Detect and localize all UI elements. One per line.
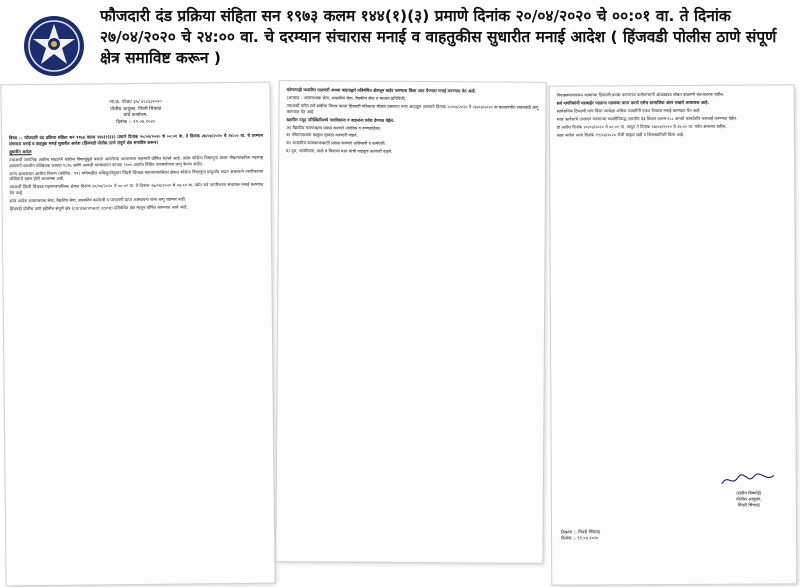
paragraph: हा आदेश दिनांक २०/०४/२०२० चे ००:०१ वा. पासून ते दिनांक २७/०४/२०२० चे २४:०० वा. पर्यंत अंमलात राहील.	[556, 123, 727, 130]
signatory-name: (संदीप बिष्णोई)	[736, 491, 762, 497]
order-title: सुधारीत आदेश	[9, 148, 32, 155]
signatory-title: पोलीस आयुक्त,	[736, 497, 762, 503]
place-line: ठिकाण :- पिंपरी चिंचवड	[561, 530, 601, 536]
paragraph: राज्य शासनाच्या आरोग्य विभाग (कोविड - १९) यांचेकडील अधिसूचनेनुसार पिंपरी चिंचवड महानगरपालिका क्षेत्रात कोरोना विषाणूचा प्रादुर्भाव वाढत असल्याने नागरिकांच्या जीविताचे रक्षण होणे आवश्यक आहे.	[9, 168, 264, 182]
paragraph: सदर आदेशाचे उल्लंघन करणाऱ्या व्यक्तीविरुद्ध भारतीय दंड विधान कलम १८८ अन्वये कायदेशीर कारवाई करण्यात येईल.	[556, 115, 738, 122]
paragraph: सर्व नागरिकांनी घराबाहेर पडताना मास्कचा वापर करणे तसेच सामाजिक अंतर राखणे आवश्यक आहे.	[556, 99, 710, 106]
signature-block	[714, 470, 784, 509]
paragraph: कोणत्याही व्यक्तीस पादचारी अथवा वाहनाद्वारे प्रतिबंधित क्षेत्रातून बाहेर जाण्यास किंवा आत येण्यास मनाई करण्यात येत आहे.	[286, 87, 477, 94]
paragraph: सार्वजनिक ठिकाणी पाच किंवा त्यापेक्षा अधिक व्यक्तींनी एकत्र येण्यास मनाई करण्यात येत आहे.	[556, 107, 701, 114]
page-title: फौजदारी दंड प्रक्रिया संहिता सन १९७३ कलम १४४(१)(३) प्रमाणे दिनांक २०/०४/२०२० चे ००:०१ वा. ते दिनांक २७/०४/२०२० चे २४:०० वा. चे दरम्यान संचारास मनाई व वाहतुकीस सुधारीत मनाई आदेश ( हिंजवडी पोलीस ठाणे संपूर्ण क्षेत्र समाविष्ट करून )	[100, 7, 777, 67]
reference-number: जा.क्र. पोआ/ ३५/ ४८८६/२०२०	[109, 99, 162, 106]
document-header	[9, 99, 263, 128]
place-date-block	[561, 530, 600, 542]
order-page-3	[550, 85, 797, 584]
paragraph: अ) वैद्यकीय कारणास्तव प्रवास करणारे नागरिक व रुग्णवाहिका.	[286, 124, 382, 131]
signatory-city: पिंपरी चिंचवड	[737, 503, 760, 509]
order-page-1	[1, 83, 274, 586]
document-date: दिनांक :- १९.०४.२०२०	[116, 119, 156, 125]
paragraph: निवासस्थानावरून कामाच्या ठिकाणी प्रवास करणाऱ्या कर्मचाऱ्यांनी ओळखपत्र सोबत बाळगणे बंधनकारक राहील.	[556, 91, 725, 98]
office-line-2: यांचे कार्यालय,	[123, 112, 148, 119]
police-emblem-logo	[22, 14, 86, 78]
subject-line: विषय :- फौजदारी दंड प्रक्रिया संहिता सन १९७३ कलम १४४(१)(३) प्रमाणे दिनांक २०/०४/२०२० चे ००:०१ वा. ते दिनांक २७/०४/२०२० चे २४:०० वा. चे दरम्यान संचारास मनाई व वाहतुक मनाई सुधारीत आदेश (हिंजवडी पोलीस ठाणे संपूर्ण क्षेत्र समाविष्ट करून)	[8, 132, 263, 147]
paragraph: सदर आदेश अत्यावश्यक सेवा, वैद्यकीय सेवा, शासकीय कर्मचारी व परवानगी प्राप्त आस्थापना यांना लागू राहणार नाही.	[9, 196, 187, 204]
order-page-2	[276, 81, 545, 563]
paragraph: क) शासकीय कामकाजासाठी प्रवास करणारे अधिकारी व कर्मचारी.	[286, 140, 386, 147]
signature-mark	[714, 470, 784, 488]
paragraph: ड) दूध, भाजीपाला, फळे व किराणा माल यांची वाहतूक करणारी वाहने.	[286, 148, 393, 155]
paragraph: ज्याअर्थी वरील सर्व बाबींचा विचार करता हिंजवडी परिसरात मोठ्या प्रमाणात रुग्ण आढळून आल्याने दिनांक २०/०४/२०२० ते २७/०४/२०२० या कालावधीत संचारबंदी लागू करण्यात येत आहे.	[286, 102, 539, 115]
paragraph: ज्याअर्थी जागतिक आरोग्य संघटनेने कोरोना विषाणूमुळे पसरत असलेल्या आजाराला महामारी घोषित केलेले आहे. तसेच कोरोना विषाणूचा प्रसार रोखण्याकरिता महाराष्ट्र शासनाने साथरोग प्रतिबंधक कायदा १८९७ आणि आपत्ती व्यवस्थापन कायदा २००५ अंतर्गत विविध उपाययोजना लागू केल्या आहेत.	[9, 154, 264, 168]
paragraph: सदर आदेश आज दिनांक १९/०४/२०२० रोजी माझ्या सही व शिक्क्यानिशी दिला आहे.	[556, 131, 685, 138]
paragraph: (अपवाद - अत्यावश्यक सेवा, शासकीय सेवा, वैद्यकीय सेवा व माध्यम प्रतिनिधी)	[286, 95, 406, 101]
paragraph: हिंजवडी पोलीस ठाणे हद्दीतील संपूर्ण क्षेत्र (containment zone) प्रतिबंधित क्षेत्र म्हणून घोषित करण्यात आले आहे.	[9, 204, 188, 212]
paragraph: खालील नमूद परिस्थितीमध्ये नागरिकांना व वाहनांना प्रवेश देण्यात येईल.	[286, 116, 395, 123]
paragraph: त्याअर्थी पिंपरी चिंचवड महानगरपालिका क्षेत्रात दिनांक २०/०४/२०२० चे ००:०१ वा. ते दिनांक २७/०४/२०२० चे २४:०० वा. पर्यंत सर्व नागरिकांना संचारास मनाई करण्यात येत आहे.	[9, 182, 264, 196]
paragraph: ब) जीवनावश्यक वस्तूंचा पुरवठा करणारी वाहने.	[286, 132, 358, 139]
office-line: पोलीस आयुक्त, पिंपरी चिंचवड	[110, 106, 162, 112]
date-line: दिनांक :- १९.०४.२०२०	[561, 536, 599, 542]
